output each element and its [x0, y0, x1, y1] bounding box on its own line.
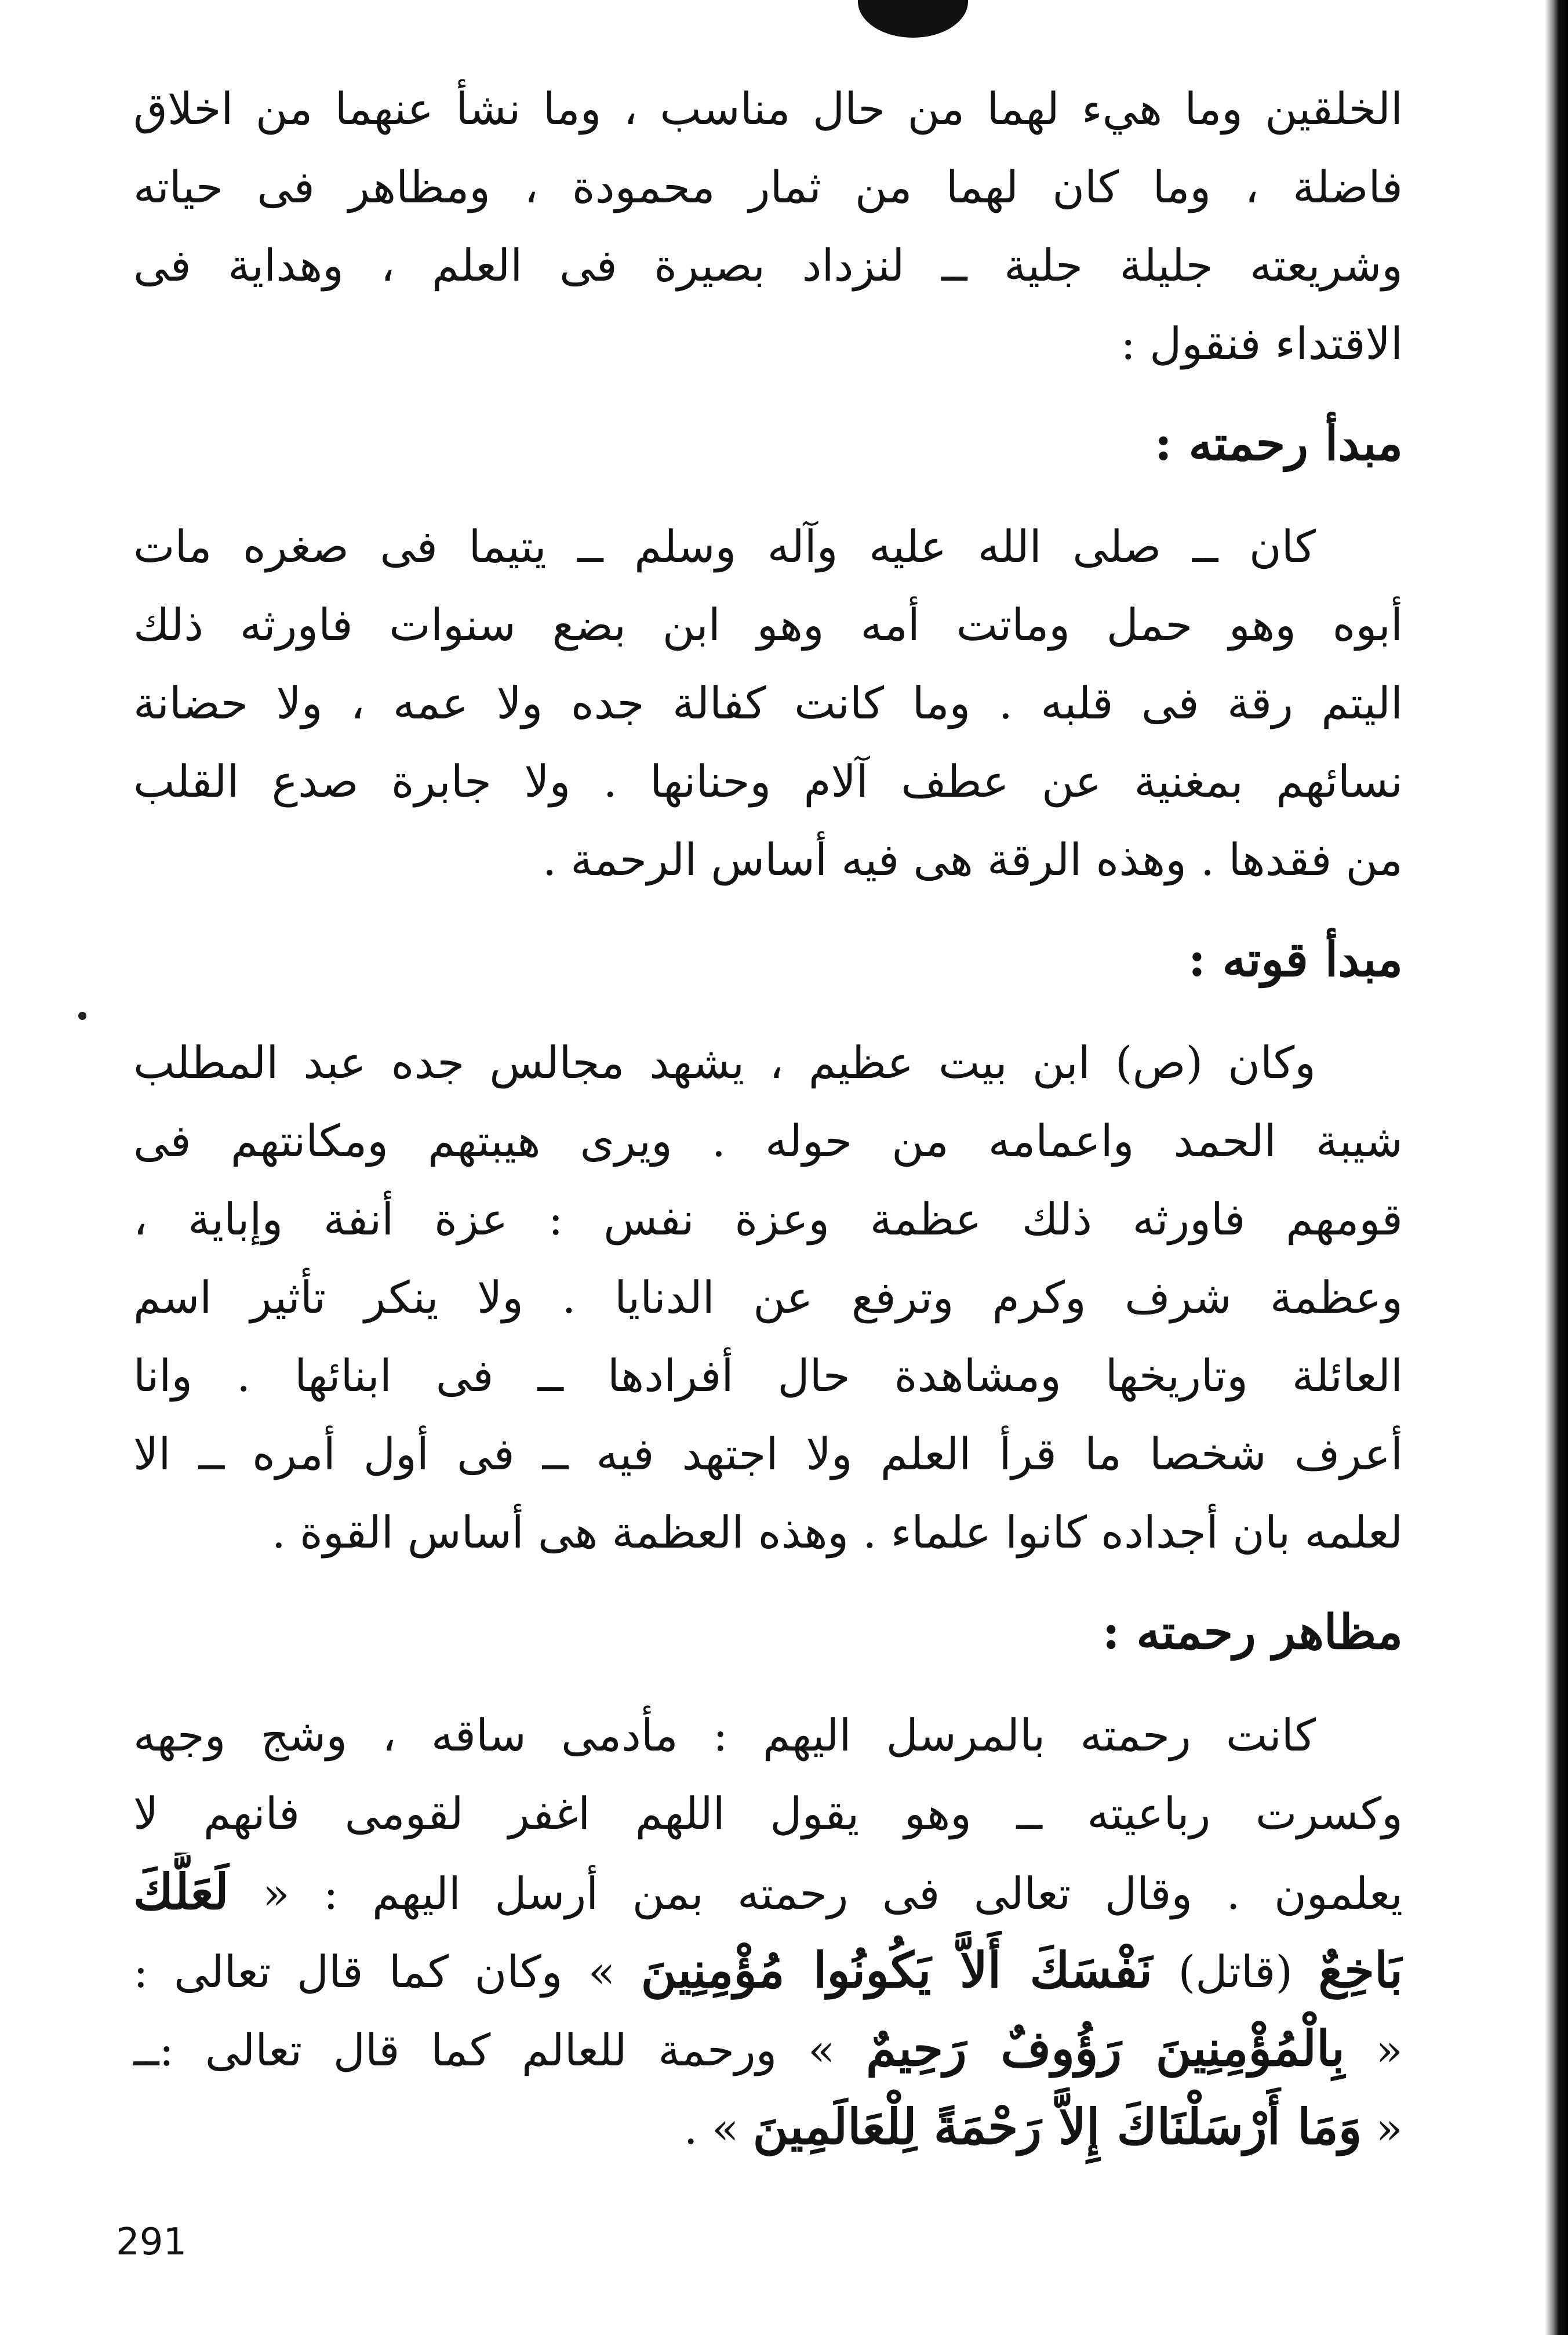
- text-line: [133, 2087, 1403, 2166]
- text-fragment: » وكان كما قال تعالى :: [133, 1946, 616, 1998]
- quran-verse: لَعَلَّكَ: [133, 1863, 229, 1920]
- section-paragraph: [133, 1023, 1403, 1571]
- text-line: الاقتداء فنقول :: [1120, 318, 1403, 369]
- text-fragment: » ورحمة للعالم كما قال تعالى :ــ: [133, 2024, 835, 2076]
- text-line: أبوه وهو حمل وماتت أمه وهو ابن بضع سنوات فاورثه ذلك: [133, 599, 1403, 651]
- text-line: وعظمة شرف وكرم وترفع عن الدنايا . ولا ينكر تأثير اسم: [133, 1272, 1403, 1323]
- text-fragment: (قاتل): [1178, 1946, 1293, 1998]
- text-line: اليتم رقة فى قلبه . وما كانت كفالة جده ولا عمه ، ولا حضانة: [133, 677, 1403, 729]
- intro-paragraph: [133, 70, 1403, 383]
- text-line: [133, 1853, 1403, 1931]
- text-line: [133, 2009, 1403, 2087]
- text-line: [133, 1931, 1403, 2009]
- text-fragment: «: [1376, 2024, 1403, 2076]
- section-paragraph: [133, 507, 1403, 899]
- text-fragment: «: [1376, 2102, 1403, 2154]
- quran-verse: بَاخِعٌ: [1318, 1941, 1403, 1999]
- scan-speck: [78, 1012, 86, 1020]
- quran-verse: وَمَا أَرْسَلْنَاكَ إِلاَّ رَحْمَةً لِلْعَالَمِينَ: [752, 2098, 1362, 2155]
- quran-verse: بِالْمُؤْمِنِينَ رَؤُوفٌ رَحِيمٌ: [865, 2020, 1345, 2077]
- text-line: العائلة وتاريخها ومشاهدة حال أفرادها ــ فى ابنائها . وانا: [133, 1350, 1403, 1401]
- quran-verse: نَفْسَكَ أَلاَّ يَكُونُوا مُؤْمِنِينَ: [641, 1941, 1153, 1999]
- text-line: وكسرت رباعيته ــ وهو يقول اللهم اغفر لقومى فانهم لا: [133, 1788, 1403, 1839]
- text-line: وشريعته جليلة جلية ــ لنزداد بصيرة فى العلم ، وهداية فى: [133, 239, 1403, 291]
- section-heading: مبدأ قوته :: [1188, 932, 1403, 987]
- section-heading: مظاهر رحمته :: [1102, 1604, 1403, 1660]
- page-number: 291: [116, 2221, 187, 2264]
- section-paragraph: [133, 1696, 1403, 2166]
- text-line: فاضلة ، وما كان لهما من ثمار محمودة ، ومظاهر فى حياته: [133, 161, 1403, 213]
- text-line: شيبة الحمد واعمامه من حوله . ويرى هيبتهم ومكانتهم فى: [133, 1115, 1403, 1167]
- page-text: [133, 70, 1403, 2166]
- text-line: وكان (ص) ابن بيت عظيم ، يشهد مجالس جده عبد المطلب: [133, 1037, 1316, 1088]
- text-fragment: يعلمون . وقال تعالى فى رحمته بمن أرسل اليهم : «: [263, 1868, 1403, 1919]
- page-binding-shadow: [1545, 0, 1568, 2335]
- text-line: لعلمه بان أجداده كانوا علماء . وهذه العظمة هى أساس القوة .: [271, 1506, 1403, 1558]
- text-line: نسائهم بمغنية عن عطف آلام وحنانها . ولا جابرة صدع القلب: [133, 756, 1403, 807]
- text-line: من فقدها . وهذه الرقة هى فيه أساس الرحمة .: [542, 834, 1403, 885]
- text-line: أعرف شخصا ما قرأ العلم ولا اجتهد فيه ــ فى أول أمره ــ الا: [133, 1428, 1403, 1480]
- section-heading: مبدأ رحمته :: [1154, 416, 1403, 471]
- text-line: الخلقين وما هيء لهما من حال مناسب ، وما نشأ عنهما من اخلاق: [133, 83, 1403, 135]
- text-line: كان ــ صلى الله عليه وآله وسلم ــ يتيما فى صغره مات: [133, 521, 1316, 572]
- text-line: كانت رحمته بالمرسل اليهم : مأدمى ساقه ، وشج وجهه: [133, 1709, 1316, 1761]
- text-line: قومهم فاورثه ذلك عظمة وعزة نفس : عزة أنفة وإباية ،: [133, 1193, 1403, 1245]
- scan-ink-blot: [858, 0, 968, 38]
- text-fragment: » .: [683, 2102, 739, 2154]
